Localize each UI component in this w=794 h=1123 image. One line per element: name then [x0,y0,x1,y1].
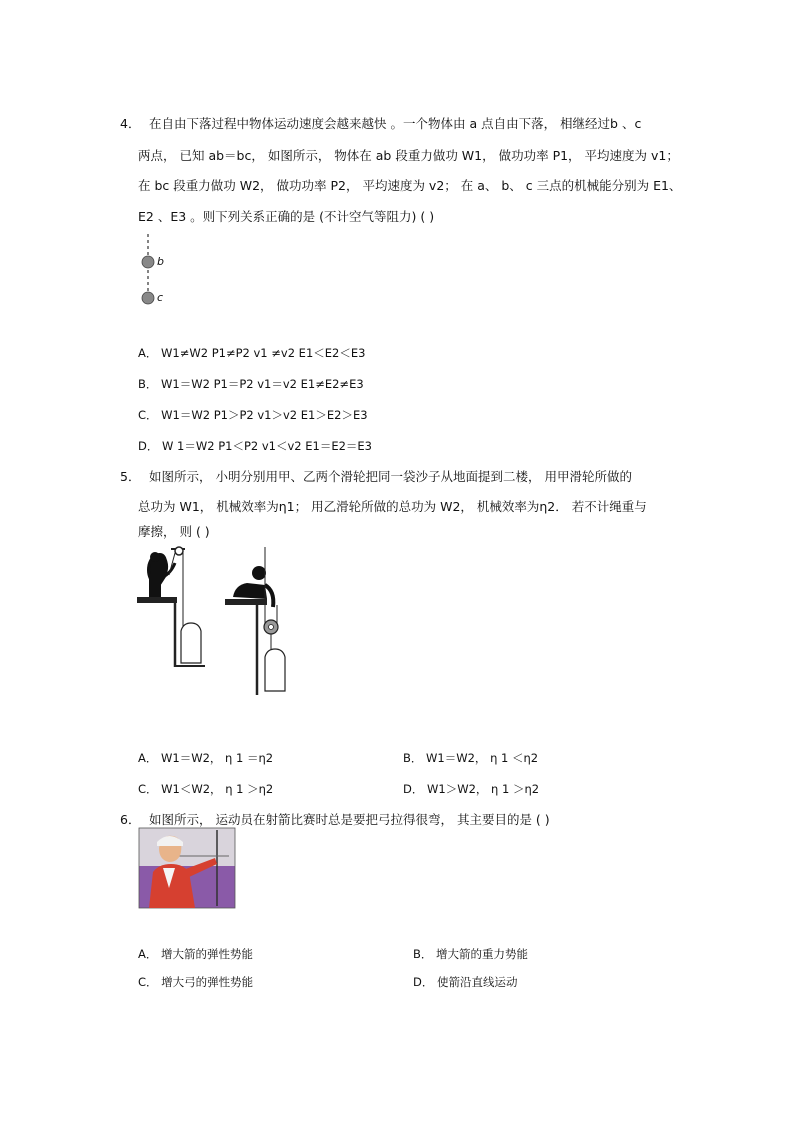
falling-ball-figure [135,230,175,310]
question-5-number: 5． [120,469,141,484]
question-5-option-a[interactable]: A． W1＝W2， η 1 ＝η2 [138,751,274,765]
question-6-line-1: 如图所示， 运动员在射箭比赛时总是要把弓拉得很弯， 其主要目的是 ( ) [149,812,550,827]
question-5-line-2: 总功为 W1， 机械效率为η1； 用乙滑轮所做的总功为 W2， 机械效率为η2． 若不计绳重与 [138,499,647,514]
question-5-option-d[interactable]: D． W1＞W2， η 1 ＞η2 [403,782,540,796]
question-4-option-c[interactable]: C． W1＝W2 P1＞P2 v1＞v2 E1＞E2＞E3 [138,408,368,422]
question-4-line-1: 在自由下落过程中物体运动速度会越来越快 。一个物体由 a 点自由下落， 相继经过b 、c [149,116,642,131]
question-5-line-1: 如图所示， 小明分别用甲、乙两个滑轮把同一袋沙子从地面提到二楼， 用甲滑轮所做的 [149,469,632,484]
question-4-option-b[interactable]: B． W1＝W2 P1＝P2 v1＝v2 E1≠E2≠E3 [138,377,364,391]
figure-label-b: b [157,255,164,268]
pulley-figure [135,545,310,700]
question-5-option-b[interactable]: B． W1＝W2， η 1 ＜η2 [403,751,539,765]
question-6-option-b[interactable]: B． 增大箭的重力势能 [413,947,529,961]
question-5-line-3: 摩擦， 则 ( ) [138,524,210,539]
question-4-line-2: 两点， 已知 ab＝bc， 如图所示， 物体在 ab 段重力做功 W1， 做功功率 P1， 平均速度为 v1； [138,148,679,163]
question-4-number: 4． [120,116,141,131]
question-6-option-a[interactable]: A． 增大箭的弹性势能 [138,947,254,961]
question-5-option-c[interactable]: C． W1＜W2， η 1 ＞η2 [138,782,274,796]
archery-photo [139,828,235,908]
question-4-option-a[interactable]: A． W1≠W2 P1≠P2 v1 ≠v2 E1＜E2＜E3 [138,346,366,360]
question-4-line-3: 在 bc 段重力做功 W2， 做功功率 P2， 平均速度为 v2； 在 a、 b、 c 三点的机械能分别为 E1、 [138,178,682,193]
question-4-option-d[interactable]: D． W 1＝W2 P1＜P2 v1＜v2 E1＝E2＝E3 [138,439,373,453]
figure-label-c: c [157,291,164,304]
question-6-number: 6． [120,812,141,827]
question-6-option-d[interactable]: D． 使箭沿直线运动 [413,975,518,989]
question-6-option-c[interactable]: C． 增大弓的弹性势能 [138,975,254,989]
question-4-line-4: E2 、E3 。则下列关系正确的是 (不计空气等阻力) ( ) [138,209,435,224]
